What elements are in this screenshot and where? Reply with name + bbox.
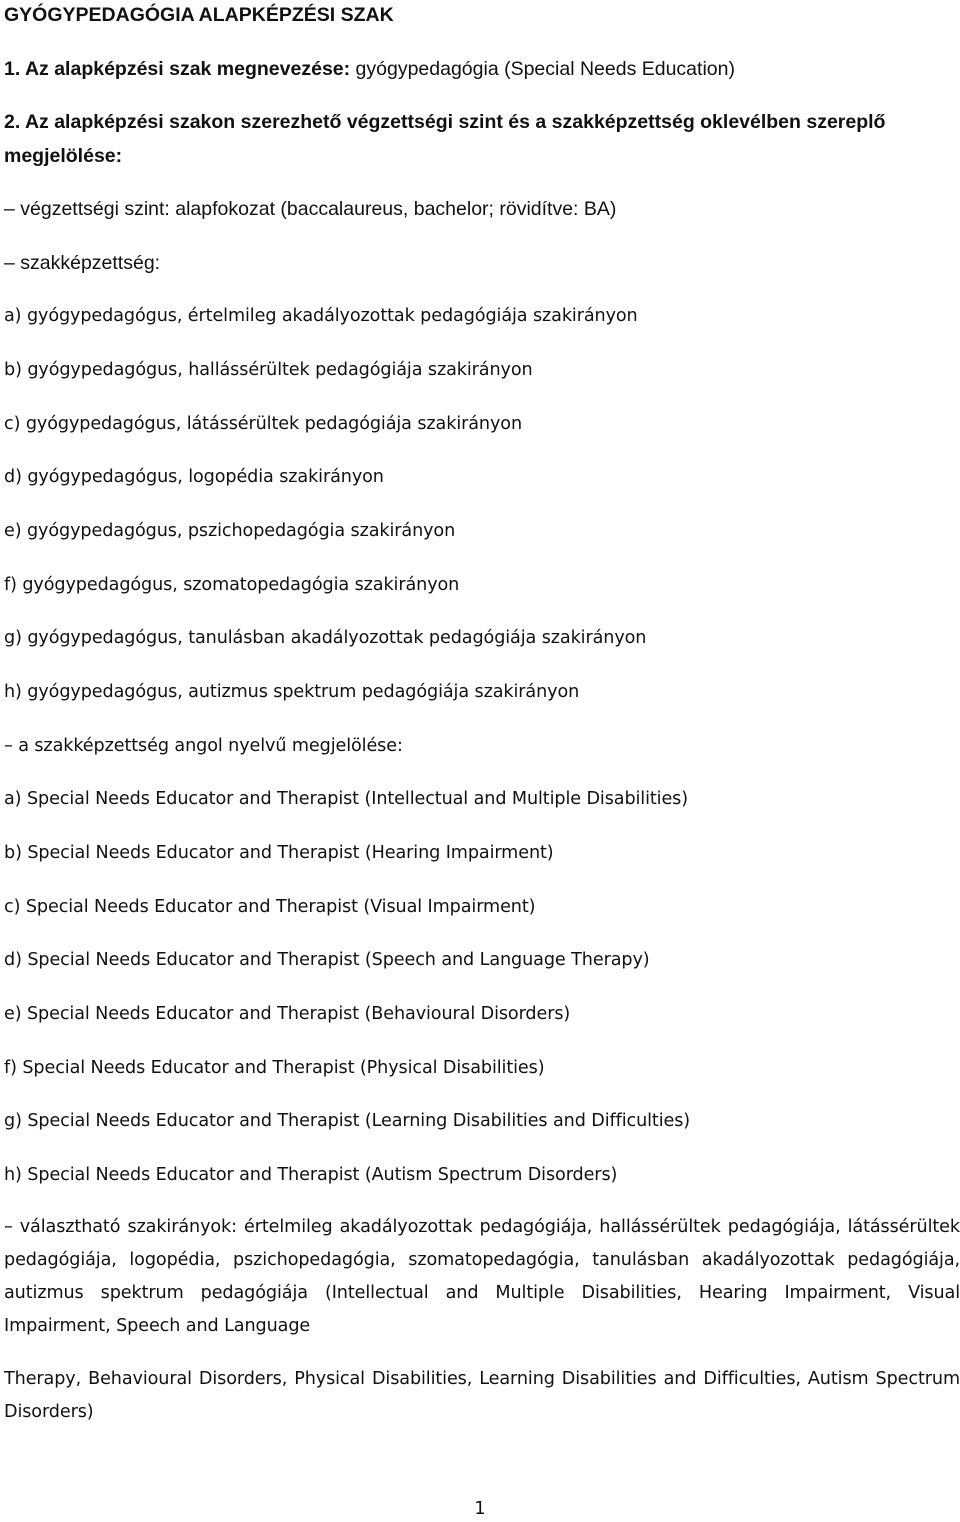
degree-level: – végzettségi szint: alapfokozat (baccalaureus, bachelor; rövidítve: BA)	[4, 198, 617, 220]
qualification-item: d) gyógypedagógus, logopédia szakirányon	[4, 467, 384, 487]
section-2-label: 2. Az alapképzési szakon szerezhető végzettségi szint és a szakképzettség oklevélben szereplő	[4, 111, 886, 133]
english-qualification-item: h) Special Needs Educator and Therapist (Autism Spectrum Disorders)	[4, 1165, 618, 1185]
english-qualification-heading: – a szakképzettség angol nyelvű megjelölése:	[4, 736, 403, 756]
qualification-item: g) gyógypedagógus, tanulásban akadályozottak pedagógiája szakirányon	[4, 628, 647, 648]
document-title: GYÓGYPEDAGÓGIA ALAPKÉPZÉSI SZAK	[4, 4, 394, 26]
specializations-paragraph: – választható szakirányok: értelmileg akadályozottak pedagógiája, hallássérültek pedagógiája, látássérültek pedagógiája, logopédia, pszichopedagógia, szomatopedagógia, tanulásban akadályozottak pedagógiája, autizmus spektrum pedagógiája (Intellectual and Multiple Disabilities, Hearing Impairment, Visual Impairment, Speech and Language	[4, 1217, 960, 1336]
qualification-item: f) gyógypedagógus, szomatopedagógia szakirányon	[4, 575, 460, 595]
english-qualification-item: e) Special Needs Educator and Therapist (Behavioural Disorders)	[4, 1004, 571, 1024]
english-qualification-item: a) Special Needs Educator and Therapist (Intellectual and Multiple Disabilities)	[4, 789, 689, 809]
section-1-label: 1. Az alapképzési szak megnevezése:	[4, 58, 351, 80]
section-1	[4, 56, 960, 82]
section-1-value: gyógypedagógia (Special Needs Education)	[350, 58, 735, 80]
english-qualification-item: d) Special Needs Educator and Therapist (Speech and Language Therapy)	[4, 950, 650, 970]
qualification-item: e) gyógypedagógus, pszichopedagógia szakirányon	[4, 521, 456, 541]
english-qualification-item: b) Special Needs Educator and Therapist (Hearing Impairment)	[4, 843, 554, 863]
section-2-label-continued: megjelölése:	[4, 145, 123, 167]
qualification-heading: – szakképzettség:	[4, 252, 161, 274]
qualification-item: a) gyógypedagógus, értelmileg akadályozottak pedagógiája szakirányon	[4, 306, 638, 326]
specializations-paragraph-continued: Therapy, Behavioural Disorders, Physical Disabilities, Learning Disabilities and Difficulties, Autism Spectrum Disorders)	[4, 1369, 960, 1422]
qualification-item: b) gyógypedagógus, hallássérültek pedagógiája szakirányon	[4, 360, 533, 380]
page-number: 1	[474, 1499, 486, 1519]
english-qualification-item: c) Special Needs Educator and Therapist (Visual Impairment)	[4, 897, 536, 917]
english-qualification-item: f) Special Needs Educator and Therapist (Physical Disabilities)	[4, 1058, 545, 1078]
qualification-item: c) gyógypedagógus, látássérültek pedagógiája szakirányon	[4, 414, 523, 434]
english-qualification-item: g) Special Needs Educator and Therapist (Learning Disabilities and Difficulties)	[4, 1111, 691, 1131]
qualification-item: h) gyógypedagógus, autizmus spektrum pedagógiája szakirányon	[4, 682, 580, 702]
